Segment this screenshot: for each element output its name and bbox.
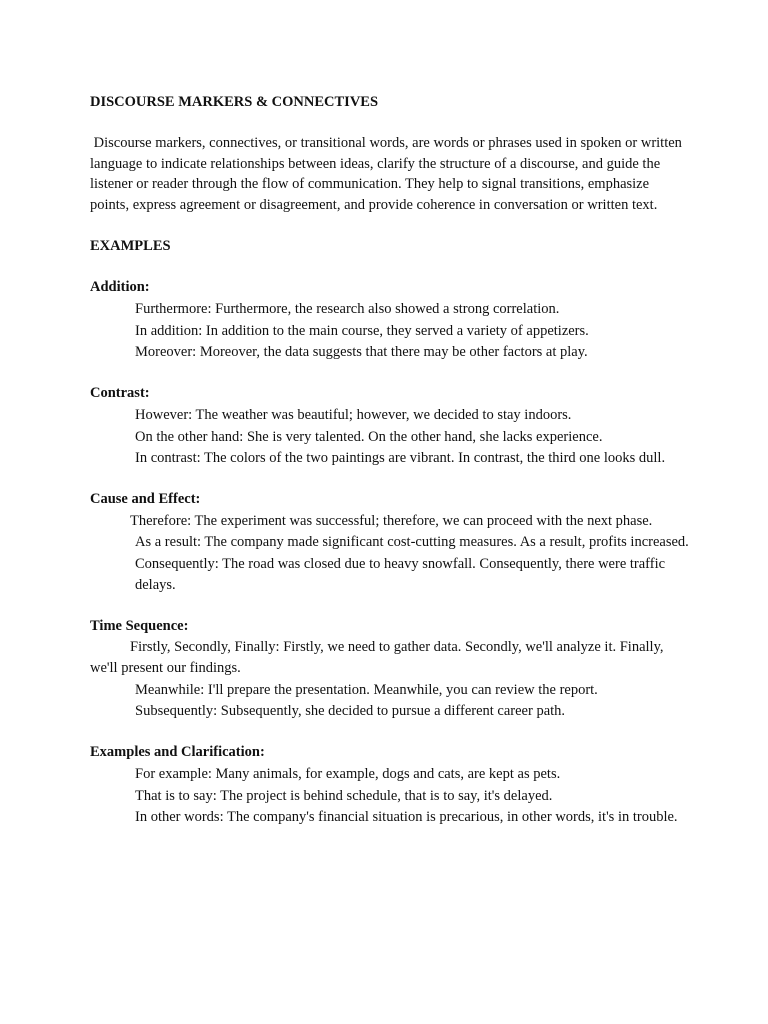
section-time-sequence [90,616,690,722]
example-item: Meanwhile: I'll prepare the presentation. Meanwhile, you can review the report. [135,681,598,698]
example-item: In contrast: The colors of the two paintings are vibrant. In contrast, the third one looks dull. [135,450,666,467]
example-item: For example: Many animals, for example, dogs and cats, are kept as pets. [135,766,561,782]
example-item: In other words: The company's financial situation is precarious, in other words, it's in trouble. [135,809,678,826]
example-item: Furthermore: Furthermore, the research also showed a strong correlation. [135,300,560,317]
section-addition [90,277,690,362]
document-title: DISCOURSE MARKERS & CONNECTIVES [90,94,379,110]
examples-heading: EXAMPLES [90,238,171,255]
section-heading: Addition: [90,279,150,296]
example-item: Consequently: The road was closed due to heavy snowfall. Consequently, there were traffic delays. [135,556,666,593]
section-heading: Examples and Clarification: [90,744,265,761]
intro-paragraph: Discourse markers, connectives, or transitional words, are words or phrases used in spoken or written language to indicate relationships between ideas, clarify the structure of a discourse, and guide the listener or reader through the flow of communication. They help to signal transitions, emphasize points, express agreement or disagreement, and provide coherence in conversation or written text. [90,135,686,213]
document-page [90,92,690,828]
example-item: In addition: In addition to the main course, they served a variety of appetizers. [135,322,589,339]
example-item: Therefore: The experiment was successful; therefore, we can proceed with the next phase. [130,512,653,529]
example-item: As a result: The company made significant cost-cutting measures. As a result, profits increased. [135,534,689,551]
example-item: Moreover: Moreover, the data suggests that there may be other factors at play. [135,344,588,361]
section-contrast [90,383,690,468]
example-item: On the other hand: She is very talented. On the other hand, she lacks experience. [135,428,603,445]
section-cause-and-effect [90,489,690,595]
example-item: Firstly, Secondly, Finally: Firstly, we need to gather data. Secondly, we'll analyze it. Finally, we'll present our findings. [90,639,664,677]
section-examples-and-clarification [90,742,690,827]
section-heading: Contrast: [90,385,150,402]
section-heading: Cause and Effect: [90,491,201,508]
example-item: Subsequently: Subsequently, she decided to pursue a different career path. [135,703,566,720]
section-heading: Time Sequence: [90,617,189,634]
example-item: That is to say: The project is behind schedule, that is to say, it's delayed. [135,787,553,804]
example-item: However: The weather was beautiful; however, we decided to stay indoors. [135,406,572,423]
